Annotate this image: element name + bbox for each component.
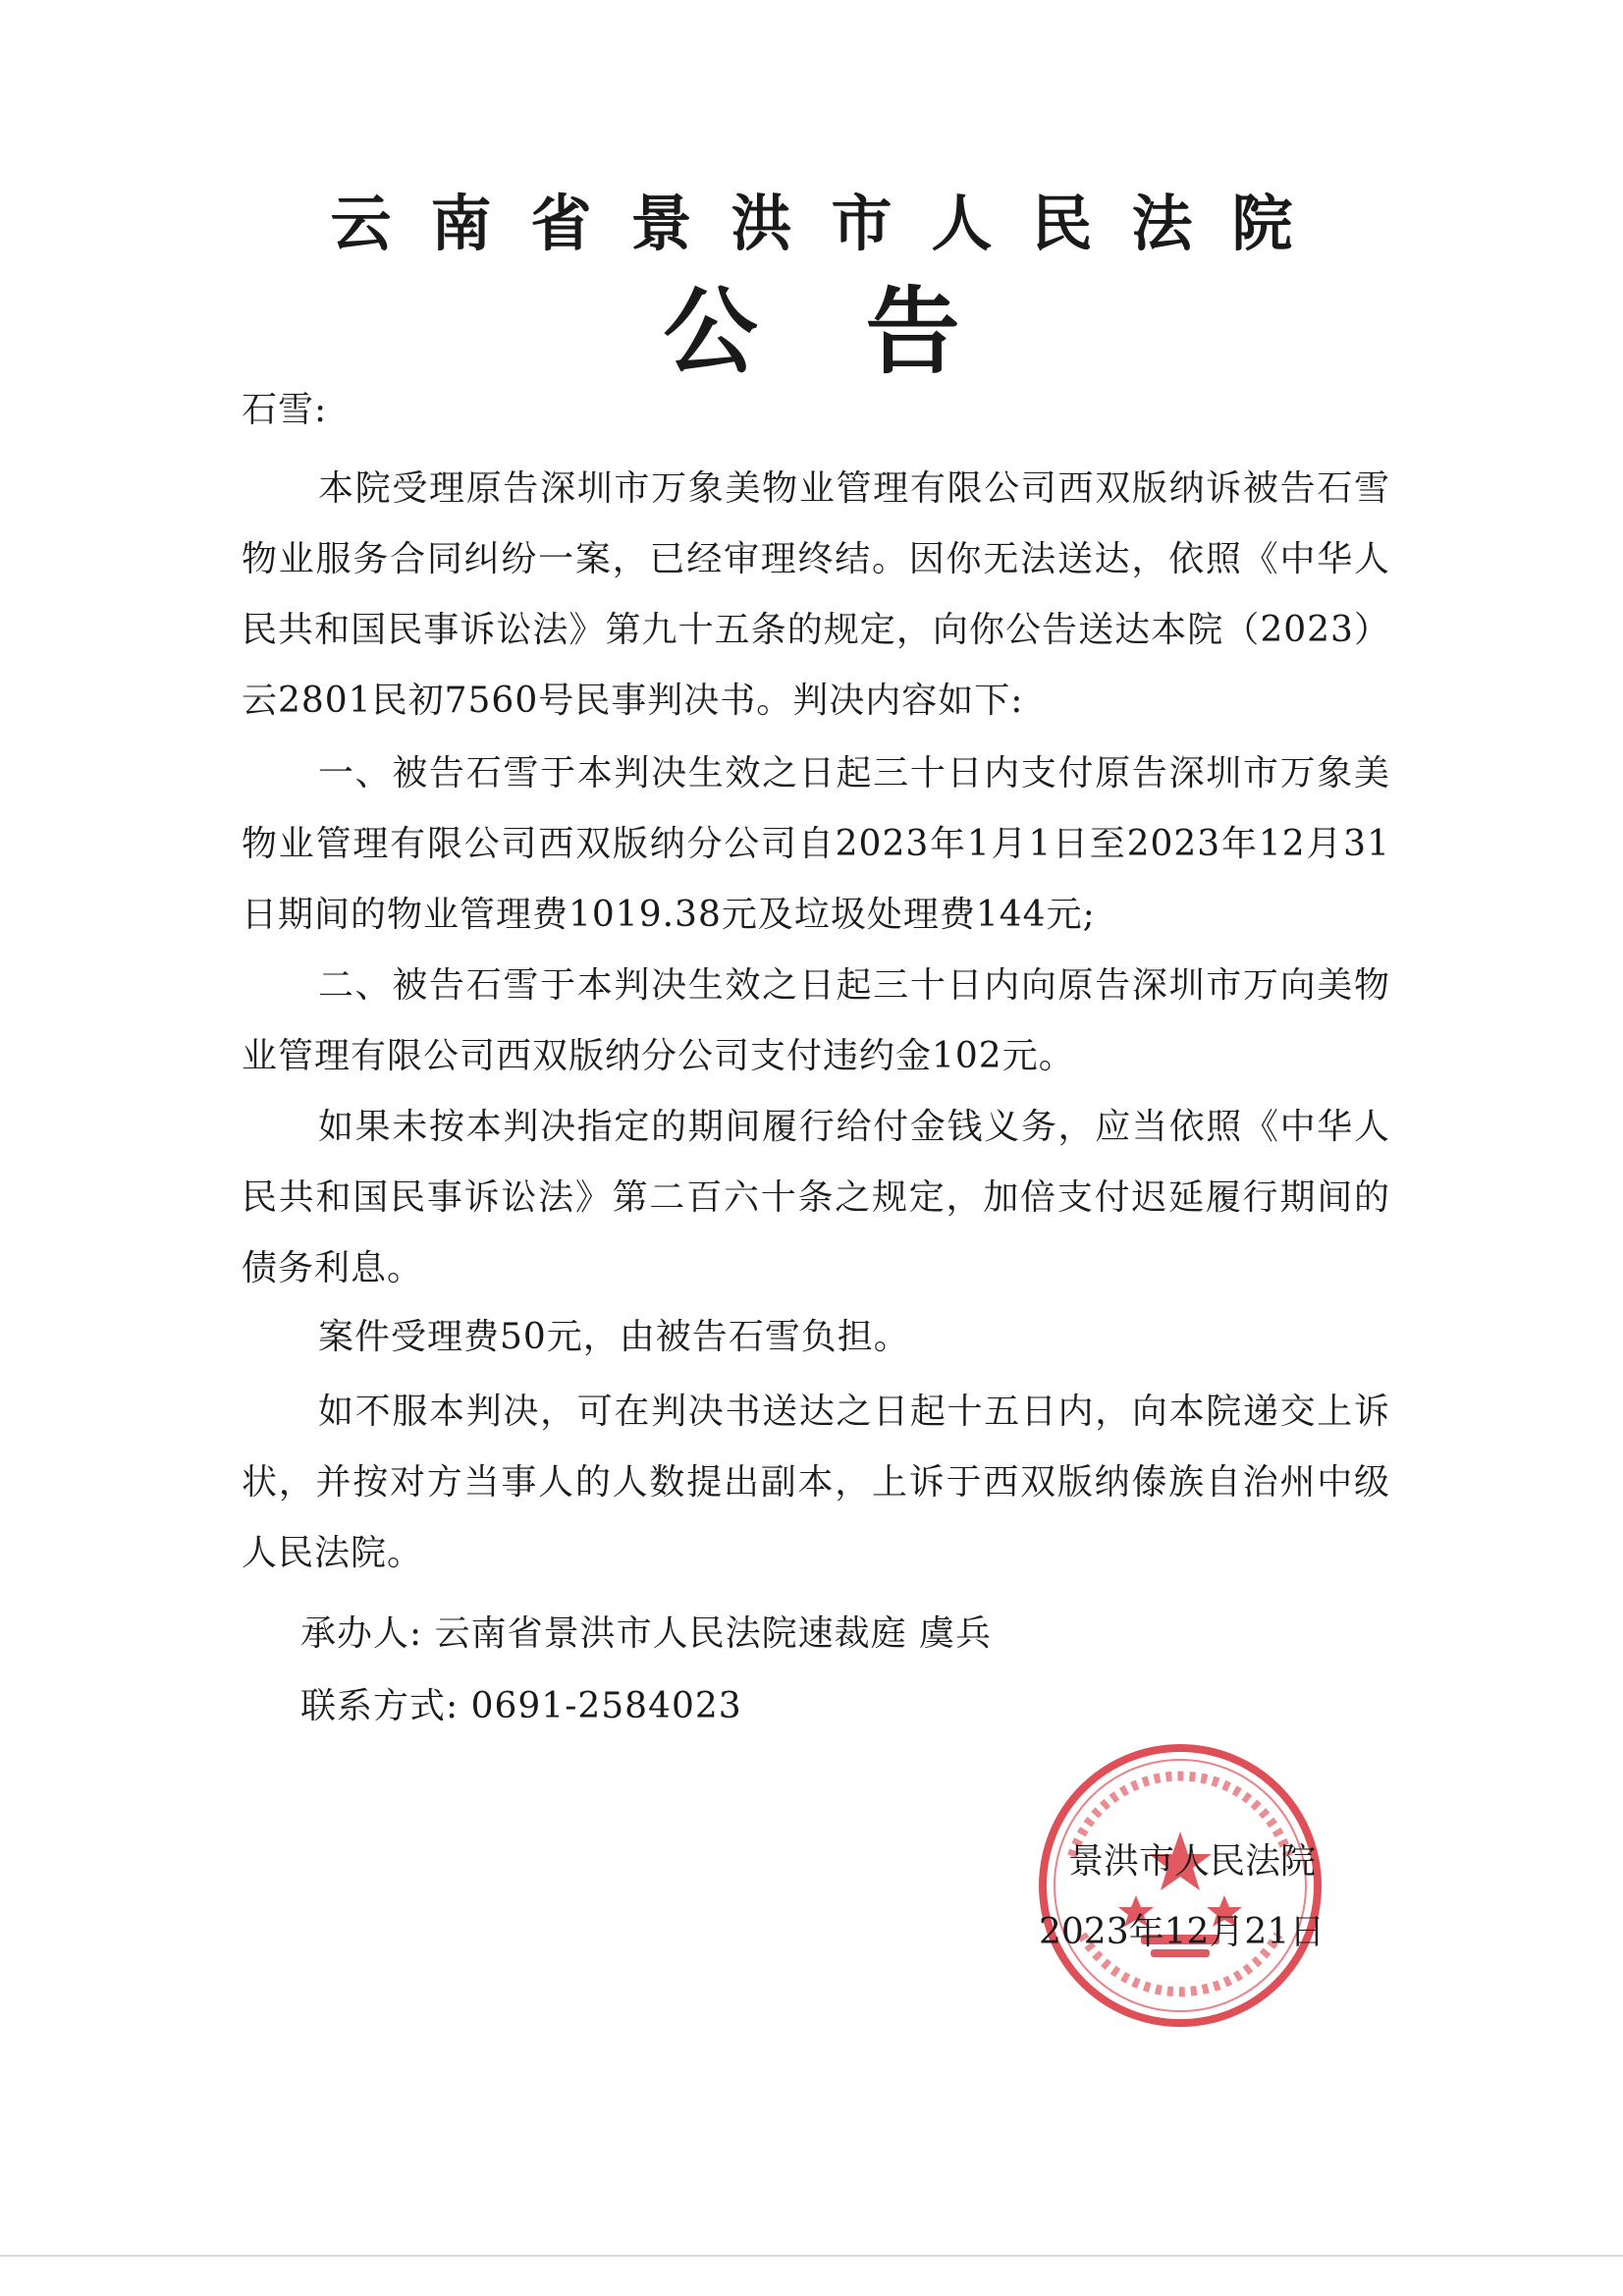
court-seal-icon	[1033, 1738, 1327, 2033]
paragraph-case-fee: 案件受理费50元，由被告石雪负担。	[318, 1317, 910, 1357]
paragraph-judgment-item-1: 一、被告石雪于本判决生效之日起三十日内支付原告深圳市万象美物业管理有限公司西双版纳分公司自2023年1月1日至2023年12月31日期间的物业管理费1019.38元及垃圾处理费144元;	[242, 753, 1390, 935]
handler-line: 承办人: 云南省景洪市人民法院速裁庭 虞兵	[300, 1613, 993, 1654]
paragraph-appeal: 如不服本判决，可在判决书送达之日起十五日内，向本院递交上诉状，并按对方当事人的人数提出副本，上诉于西双版纳傣族自治州中级人民法院。	[242, 1392, 1390, 1573]
signature-date: 2023年12月21日	[1039, 1912, 1325, 1952]
page-bottom-divider	[0, 2255, 1623, 2257]
paragraph-case-intro: 本院受理原告深圳市万象美物业管理有限公司西双版纳诉被告石雪物业服务合同纠纷一案，已经审理终结。因你无法送达，依照《中华人民共和国民事诉讼法》第九十五条的规定，向你公告送达本院（2023）云2801民初7560号民事判决书。判决内容如下:	[242, 468, 1390, 721]
signature-court: 景洪市人民法院	[1068, 1841, 1317, 1882]
court-name-heading: 云南省景洪市人民法院	[330, 188, 1332, 259]
contact-phone-line: 联系方式: 0691-2584023	[300, 1686, 742, 1726]
notice-title: 公告	[663, 277, 1068, 387]
addressee: 石雪:	[242, 390, 328, 430]
paragraph-judgment-item-2: 二、被告石雪于本判决生效之日起三十日内向原告深圳市万向美物业管理有限公司西双版纳分公司支付违约金102元。	[242, 965, 1390, 1076]
paragraph-late-interest: 如果未按本判决指定的期间履行给付金钱义务，应当依照《中华人民共和国民事诉讼法》第二百六十条之规定，加倍支付迟延履行期间的债务利息。	[242, 1107, 1390, 1288]
